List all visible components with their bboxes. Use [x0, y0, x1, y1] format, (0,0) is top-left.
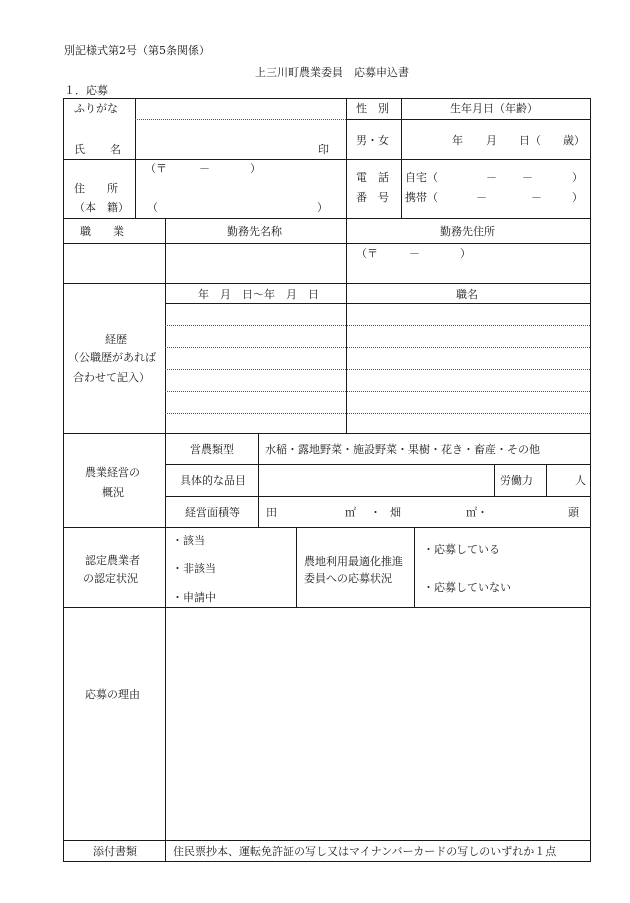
birth-day: 日（: [519, 134, 541, 147]
career-period-header: 年 月 日～年 月 日: [198, 288, 319, 301]
phone-home-label: 自宅（: [405, 171, 438, 184]
sex-options[interactable]: 男・女: [356, 134, 389, 147]
cert-option-pending[interactable]: ・申請中: [172, 591, 216, 604]
honseki-open: （: [147, 201, 158, 214]
committee-label-1: 農地利用最適化推進: [304, 555, 403, 568]
honseki-label: （本 籍）: [74, 201, 129, 214]
farm-type-label: 営農類型: [190, 443, 234, 456]
farm-area-label: 経営面積等: [185, 506, 240, 519]
phone-label-2: 番 号: [356, 191, 389, 204]
sex-label: 性 別: [356, 102, 389, 115]
company-postal-close: ）: [460, 247, 471, 260]
name-input[interactable]: [137, 121, 317, 157]
address-input[interactable]: [137, 177, 342, 197]
career-label-3: 合わせて記入）: [73, 371, 150, 384]
cert-option-no[interactable]: ・非該当: [172, 562, 216, 575]
seal-mark: 印: [318, 143, 329, 156]
honseki-close: ）: [317, 201, 328, 214]
address-postal-open: （〒: [145, 162, 167, 175]
area-unit-2: ㎡・: [466, 506, 488, 519]
company-name-input[interactable]: [168, 246, 344, 281]
page-title: 上三川町農業委員 応募申込書: [255, 66, 409, 79]
reason-label: 応募の理由: [85, 688, 140, 701]
attachments-label: 添付書類: [93, 845, 137, 858]
cert-option-yes[interactable]: ・該当: [172, 534, 205, 547]
career-position-header: 職名: [456, 288, 478, 301]
phone-mobile-close: ）: [572, 191, 583, 204]
section-heading: １．応募: [64, 84, 108, 97]
phone-home-dash-2: －: [522, 171, 533, 184]
furigana-input[interactable]: [137, 100, 345, 118]
company-name-label: 勤務先名称: [227, 225, 282, 238]
job-label: 職 業: [80, 225, 124, 238]
committee-option-not-applying[interactable]: ・応募していない: [423, 581, 511, 594]
phone-mobile-dash-1: －: [476, 191, 487, 204]
career-label-2: （公職歴があれば: [68, 351, 156, 364]
farm-type-options[interactable]: 水稲・露地野菜・施設野菜・果樹・花き・畜産・その他: [265, 443, 540, 456]
committee-option-applying[interactable]: ・応募している: [423, 543, 500, 556]
farm-items-label: 具体的な品目: [180, 474, 246, 487]
birth-label: 生年月日（年齢）: [450, 102, 538, 115]
phone-mobile-dash-2: －: [531, 191, 542, 204]
birth-month: 月: [486, 134, 497, 147]
company-address-label: 勤務先住所: [440, 225, 495, 238]
phone-home-dash-1: －: [486, 171, 497, 184]
furigana-label: ふりがな: [74, 102, 118, 115]
birth-year: 年: [452, 134, 463, 147]
attachments-text: 住民票抄本、運転免許証の写し又はマイナンバーカードの写しのいずれか１点: [173, 845, 557, 858]
address-postal-dash: －: [199, 162, 210, 175]
job-input[interactable]: [66, 246, 163, 281]
birth-age: 歳）: [563, 134, 585, 147]
committee-label-2: 委員への応募状況: [304, 572, 392, 585]
phone-label-1: 電 話: [356, 171, 389, 184]
farm-items-input[interactable]: [261, 467, 491, 493]
address-label: 住 所: [74, 182, 118, 195]
area-paddy: 田: [266, 506, 277, 519]
area-head: 頭: [568, 506, 579, 519]
phone-home-close: ）: [572, 171, 583, 184]
farming-label-2: 概況: [102, 486, 124, 499]
labor-unit: 人: [575, 474, 586, 487]
cert-label-1: 認定農業者: [85, 554, 140, 567]
area-sep: ・: [370, 506, 381, 519]
form-number: 別記様式第2号（第5条関係）: [64, 44, 210, 57]
area-field: 畑: [390, 506, 401, 519]
company-postal-open: （〒: [356, 247, 378, 260]
company-postal-dash: －: [409, 247, 420, 260]
cert-label-2: の認定状況: [83, 572, 138, 585]
address-postal-close: ）: [250, 162, 261, 175]
phone-mobile-label: 携帯（: [405, 191, 438, 204]
career-label-1: 経歴: [105, 333, 127, 346]
reason-input[interactable]: [168, 610, 588, 838]
area-unit-1: ㎡: [345, 506, 356, 519]
name-label-2: 名: [110, 143, 121, 156]
name-label-1: 氏: [74, 143, 85, 156]
labor-label: 労働力: [500, 474, 533, 487]
farming-label-1: 農業経営の: [85, 466, 140, 479]
